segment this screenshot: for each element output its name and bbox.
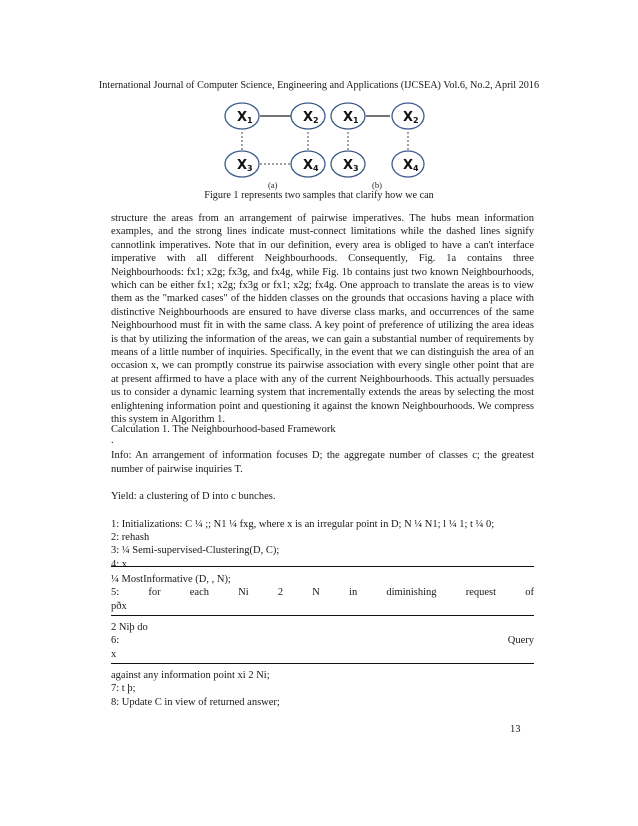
figure-caption: Figure 1 represents two samples that clarify how we can xyxy=(204,190,434,201)
most-informative-line: ¼ MostInformative (D, , N); xyxy=(111,574,231,585)
svg-text:1: 1 xyxy=(247,116,253,125)
step-5-word: N xyxy=(312,587,320,599)
divider-3 xyxy=(111,663,534,664)
node-b-x3 xyxy=(331,151,365,177)
svg-text:X: X xyxy=(343,110,354,125)
algorithm-step-2: 2: rehash xyxy=(111,532,150,544)
svg-text:X: X xyxy=(343,158,354,173)
against-line: against any information point xi 2 Ni; xyxy=(111,670,270,681)
node-b-x1 xyxy=(331,103,365,129)
svg-text:3: 3 xyxy=(247,164,253,173)
svg-text:X: X xyxy=(403,158,414,173)
algorithm-yield: Yield: a clustering of D into c bunches. xyxy=(111,491,276,503)
panel-b-label: (b) xyxy=(372,180,382,190)
node-b-x2 xyxy=(392,103,424,129)
svg-text:3: 3 xyxy=(353,164,359,173)
page-number: 13 xyxy=(510,724,521,735)
svg-text:2: 2 xyxy=(413,116,419,125)
node-a-x3 xyxy=(225,151,259,177)
step-6-number: 6: xyxy=(111,635,120,647)
divider-2 xyxy=(111,615,534,616)
x-line: x xyxy=(111,648,117,660)
node-a-x4 xyxy=(291,151,325,177)
step-5-word: Ni xyxy=(238,587,249,599)
svg-text:4: 4 xyxy=(313,164,319,173)
algorithm-step-7: 7: t þ; xyxy=(111,683,136,695)
algorithm-step-8: 8: Update C in view of returned answer; xyxy=(111,696,280,708)
algorithm-block-3 xyxy=(111,621,534,661)
main-paragraph: structure the areas from an arrangement of pairwise imperatives. The hubs mean information examples, and the strong lines indicate must-connect limitations while the dashed lines signify cannotlink imperatives. Note that in our definition, every area is obliged to have a can't interface imperative with all different Neighbourhoods. Consequently, Fig. 1a contains three Neighbourhoods: fx1; x2g; fx3g, and fx4g, while Fig. 1b contains just two known Neighbourhoods, which can be either fx1; x2g; fx3g or fx1; x2g; fx4g. One approach to translate the areas is to view them as the "marked cases" of the hidden classes on the grounds that occasions having a place with distinctive Neighbourhoods are ensured to have diverse class marks, and occurrences of the same Neighbourhood must fit in with the same class. A key point of preference of utilizing the area ideas is that by utilizing the information of the areas, we can gain a substantial number of requirements by means of a little number of inquiries. Specifically, in the event that we can distinguish the area of an occasion x, we can promptly construe its pairwise association with every single other point that are at present affirmed to have a place with any of the current Neighbourhoods. This actually persuades us to consider a dynamic learning system that incrementally extends the areas by selecting the most enlightening information point and questioning it against the known Neighbourhoods. We compress this system in Algorithm 1. xyxy=(111,213,534,426)
step-5-word: diminishing xyxy=(386,587,437,599)
svg-text:X: X xyxy=(237,158,248,173)
pdx-line: pðx xyxy=(111,600,127,612)
algorithm-dot: . xyxy=(111,435,114,447)
algorithm-block-2 xyxy=(111,573,534,613)
node-a-x2 xyxy=(291,103,325,129)
step-5-word: each xyxy=(189,587,209,599)
step-5-word: 5: xyxy=(111,587,120,599)
node-b-x4 xyxy=(392,151,424,177)
step-5-word: 2 xyxy=(277,587,284,599)
step-5-word: request xyxy=(465,587,497,599)
step-5-word: of xyxy=(525,587,534,599)
algorithm-step-3: 3: ¼ Semi-supervised-Clustering(D, C); xyxy=(111,545,280,557)
svg-text:X: X xyxy=(403,110,414,125)
step-5-word: for xyxy=(148,587,161,599)
divider-1 xyxy=(111,566,534,567)
figure-1 xyxy=(220,100,425,190)
svg-text:4: 4 xyxy=(413,164,419,173)
svg-text:1: 1 xyxy=(353,116,359,125)
algorithm-step-1: 1: Initializations: C ¼ ;; N1 ¼ fxg, where x is an irregular point in D; N ¼ N1; l ¼ 1; t ¼ 0; xyxy=(111,518,495,530)
panel-a-label: (a) xyxy=(268,180,278,190)
algorithm-block xyxy=(111,423,534,571)
step-6-line xyxy=(111,634,534,647)
ni-do-line: 2 Niþ do xyxy=(111,622,148,633)
step-5-word: in xyxy=(349,587,358,599)
figure-1-graph xyxy=(220,100,425,190)
step-6-query: Query xyxy=(507,635,534,647)
svg-text:X: X xyxy=(303,158,314,173)
main-paragraph-block xyxy=(111,212,534,427)
algorithm-title: Calculation 1. The Neighbourhood-based Framework xyxy=(111,424,336,435)
svg-text:X: X xyxy=(303,110,314,125)
algorithm-step-4: 4: x xyxy=(111,558,128,570)
algorithm-info: Info: An arrangement of information focuses D; the aggregate number of classes c; the greatest number of pairwise inquiries T. xyxy=(111,450,534,475)
node-a-x1-label: X xyxy=(237,110,248,125)
svg-text:2: 2 xyxy=(313,116,319,125)
running-header: International Journal of Computer Science, Engineering and Applications (IJCSEA) Vol.6, No.2, April 2016 xyxy=(98,80,540,91)
algorithm-block-4 xyxy=(111,669,534,709)
node-a-x1 xyxy=(225,103,259,129)
step-5-line xyxy=(111,586,534,599)
